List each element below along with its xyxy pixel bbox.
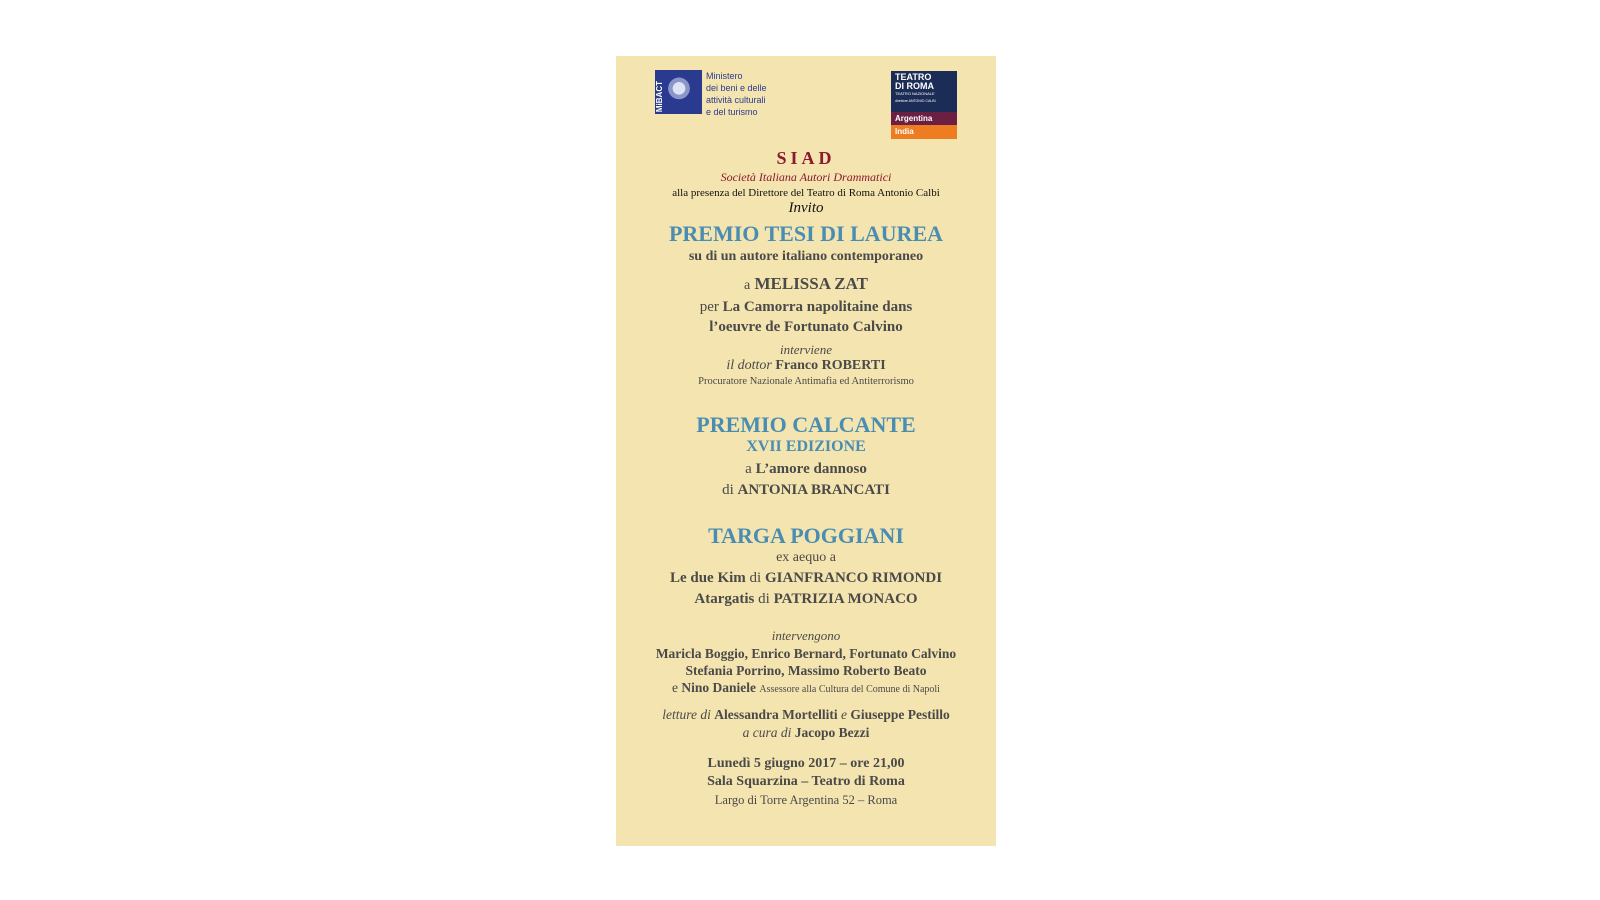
tdr-india: India xyxy=(891,125,957,139)
intervengono-label: intervengono xyxy=(771,628,841,643)
mibac-line: dei beni e delle xyxy=(706,83,767,93)
a-label: a xyxy=(745,461,752,477)
di-label: di xyxy=(722,482,734,498)
premio-calcante-author-line xyxy=(616,482,996,499)
tdr-title-2: DI ROMA xyxy=(895,81,934,91)
ex-aequo-label: ex aequo a xyxy=(776,550,836,565)
targa-author-1: GIANFRANCO RIMONDI xyxy=(764,570,943,586)
mibac-emblem-icon xyxy=(655,70,702,114)
presence-line: alla presenza del Direttore del Teatro di Roma Antonio Calbi xyxy=(672,187,940,199)
tdr-argentina: Argentina xyxy=(891,112,957,125)
curator-line xyxy=(616,725,996,741)
a-label: a xyxy=(744,278,751,293)
letture-line xyxy=(616,707,996,723)
di-label: di xyxy=(758,591,770,607)
per-label: per xyxy=(699,299,719,315)
speakers-line-2: Stefania Porrino, Massimo Roberto Beato xyxy=(685,663,927,678)
tdr-director: direttore ANTONIO CALBI xyxy=(895,99,936,103)
targa-title: TARGA POGGIANI xyxy=(708,523,904,548)
premio-tesi-speaker-line xyxy=(616,358,996,374)
nino-role: Assessore alla Cultura del Comune di Napoli xyxy=(759,684,940,695)
reader-1: Alessandra Mortelliti xyxy=(714,707,838,722)
tdr-logo-header xyxy=(891,71,957,112)
interviene-label: interviene xyxy=(780,342,832,357)
invitation-card xyxy=(616,56,996,846)
tdr-subtitle: TEATRO NAZIONALE xyxy=(895,91,935,96)
mibac-line: e del turismo xyxy=(706,107,758,117)
premio-calcante-title: PREMIO CALCANTE xyxy=(696,412,916,437)
invito-label: Invito xyxy=(788,200,824,216)
targa-work-2: Atargatis xyxy=(694,591,755,607)
e-label: e xyxy=(840,707,847,722)
premio-tesi-work-1: La Camorra napolitaine dans xyxy=(722,299,913,315)
mibac-line: attività culturali xyxy=(706,95,766,105)
speakers-line-1: Maricla Boggio, Enrico Bernard, Fortunato Calvino xyxy=(655,646,957,661)
letture-label: letture di xyxy=(662,707,711,722)
event-venue: Sala Squarzina – Teatro di Roma xyxy=(707,774,905,789)
dottor-label: il dottor xyxy=(726,358,772,373)
targa-author-2: PATRIZIA MONACO xyxy=(773,591,918,607)
speakers-line-3 xyxy=(616,680,996,696)
e-label: e xyxy=(672,680,679,695)
premio-tesi-speaker: Franco ROBERTI xyxy=(775,358,886,373)
premio-calcante-work-line xyxy=(616,461,996,478)
tdr-title-1: TEATRO xyxy=(895,72,932,82)
nino-daniele: Nino Daniele xyxy=(681,680,757,695)
mibac-mark-text: MiBACT xyxy=(655,80,664,112)
targa-winner-2 xyxy=(616,591,996,608)
premio-tesi-subtitle: su di un autore italiano contemporaneo xyxy=(688,249,924,264)
targa-work-1: Le due Kim xyxy=(669,570,746,586)
premio-tesi-speaker-role: Procuratore Nazionale Antimafia ed Antiterrorismo xyxy=(698,376,914,387)
siad-title: SIAD xyxy=(776,148,836,168)
targa-winner-1 xyxy=(616,570,996,587)
premio-calcante-edition: XVII EDIZIONE xyxy=(746,438,866,455)
premio-tesi-work-2: l’oeuvre de Fortunato Calvino xyxy=(709,319,903,335)
premio-tesi-winner-line xyxy=(616,274,996,294)
premio-calcante-work: L’amore dannoso xyxy=(755,461,867,477)
a-cura-label: a cura di xyxy=(742,725,792,740)
premio-tesi-work-line xyxy=(616,299,996,316)
mibac-line: Ministero xyxy=(706,71,743,81)
siad-full-name: Società Italiana Autori Drammatici xyxy=(720,170,892,184)
premio-calcante-author: ANTONIA BRANCATI xyxy=(737,482,890,498)
event-address: Largo di Torre Argentina 52 – Roma xyxy=(714,793,898,807)
teatro-di-roma-logo xyxy=(891,71,957,139)
reader-2: Giuseppe Pestillo xyxy=(850,707,950,722)
event-date: Lunedì 5 giugno 2017 – ore 21,00 xyxy=(707,756,905,771)
curator: Jacopo Bezzi xyxy=(794,725,870,740)
premio-tesi-title: PREMIO TESI DI LAUREA xyxy=(668,221,944,246)
di-label: di xyxy=(749,570,762,586)
premio-tesi-winner: MELISSA ZAT xyxy=(754,274,868,293)
mibac-name xyxy=(706,70,767,118)
mibac-logo xyxy=(655,70,785,120)
